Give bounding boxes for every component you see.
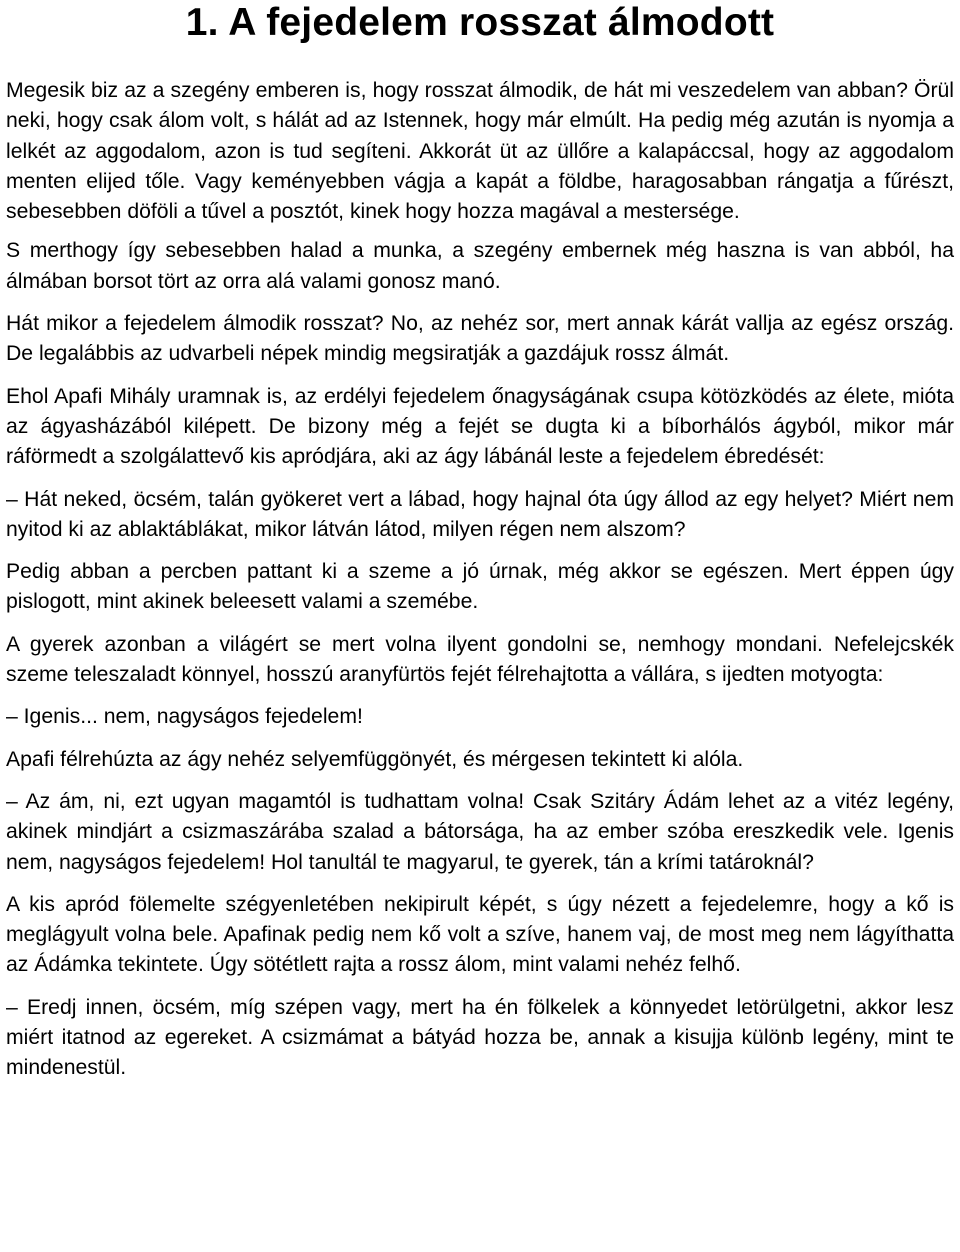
paragraph: Pedig abban a percben pattant ki a szeme a jó úrnak, még akkor se egészen. Mert éppen úgy pislogott, mint akinek beleesett valami a szemébe.	[6, 560, 954, 614]
dialogue-paragraph: – Igenis... nem, nagyságos fejedelem!	[6, 705, 363, 729]
dialogue-paragraph: – Hát neked, öcsém, talán gyökeret vert a lábad, hogy hajnal óta úgy állod az egy helyet? Miért nem nyitod ki az ablaktáblákat, mikor látván látod, milyen régen nem alszom?	[6, 487, 954, 541]
paragraph: Megesik biz az a szegény emberen is, hogy rosszat álmodik, de hát mi veszedelem van abban? Örül neki, hogy csak álom volt, s hálát ad az Istennek, hogy már elmúlt. Ha pedig még azután is nyomja a lelkét az aggodalom, azon is tud segíteni. Akkorát üt az üllőre a kalapáccsal, hogy az aggodalom menten elijed tőle. Vagy keményebben vágja a kapát a földbe, haragosabban rángatja a fűrészt, sebesebben döföli a tűvel a posztót, kinek hogy hozza magával a mestersége.	[6, 79, 954, 224]
paragraph: S merthogy így sebesebben halad a munka, a szegény embernek még haszna is van abból, ha álmában borsot tört az orra alá valami gonosz manó.	[6, 239, 954, 293]
dialogue-paragraph: – Eredj innen, öcsém, míg szépen vagy, mert ha én fölkelek a könnyedet letörülgetni, akkor lesz miért itatnod az egereket. A csizmámat a bátyád hozza be, annak a kisujja különb legény, mint te mindenestül.	[6, 995, 954, 1080]
paragraph: Apafi félrehúzta az ágy nehéz selyemfüggönyét, és mérgesen tekintett ki alóla.	[6, 747, 744, 771]
paragraph: Ehol Apafi Mihály uramnak is, az erdélyi fejedelem őnagyságának csupa kötözködés az élete, mióta az ágyasházából kilépett. De bizony még a fejét se dugta ki a bíborhálós ágyból, mikor már ráförmedt a szolgálattevő kis apródjára, aki az ágy lábánál leste a fejedelem ébredését:	[6, 384, 954, 469]
chapter-title: 1. A fejedelem rosszat álmodott	[185, 1, 775, 44]
paragraph: A gyerek azonban a világért se mert volna ilyent gondolni se, nemhogy mondani. Nefelejcskék szeme teleszaladt könnyel, hosszú aranyfürtös fejét félrehajtotta a vállára, s ijedten motyogta:	[6, 632, 954, 687]
chapter-body	[6, 76, 954, 1084]
dialogue-paragraph: – Az ám, ni, ezt ugyan magamtól is tudhattam volna! Csak Szitáry Ádám lehet az a vitéz legény, akinek mindjárt a csizmaszárába szalad a bátorsága, ha az ember szóba ereszkedik vele. Igenis nem, nagyságos fejedelem! Hol tanultál te magyarul, te gyerek, tán a krími tatároknál?	[6, 789, 954, 874]
paragraph: A kis apród fölemelte szégyenletében nekipirult képét, s úgy nézett a fejedelemre, hogy a kő is meglágyult volna bele. Apafinak pedig nem kő volt a szíve, hanem vaj, de most meg nem lágyíthatta az Ádámka tekintete. Úgy sötétlett rajta a rossz álom, mint valami nehéz felhő.	[6, 892, 954, 977]
document-page	[6, 0, 954, 1096]
paragraph: Hát mikor a fejedelem álmodik rosszat? No, az nehéz sor, mert annak kárát vallja az egész ország. De legalábbis az udvarbeli népek mindig megsiratják a gazdájuk rossz álmát.	[6, 312, 954, 366]
